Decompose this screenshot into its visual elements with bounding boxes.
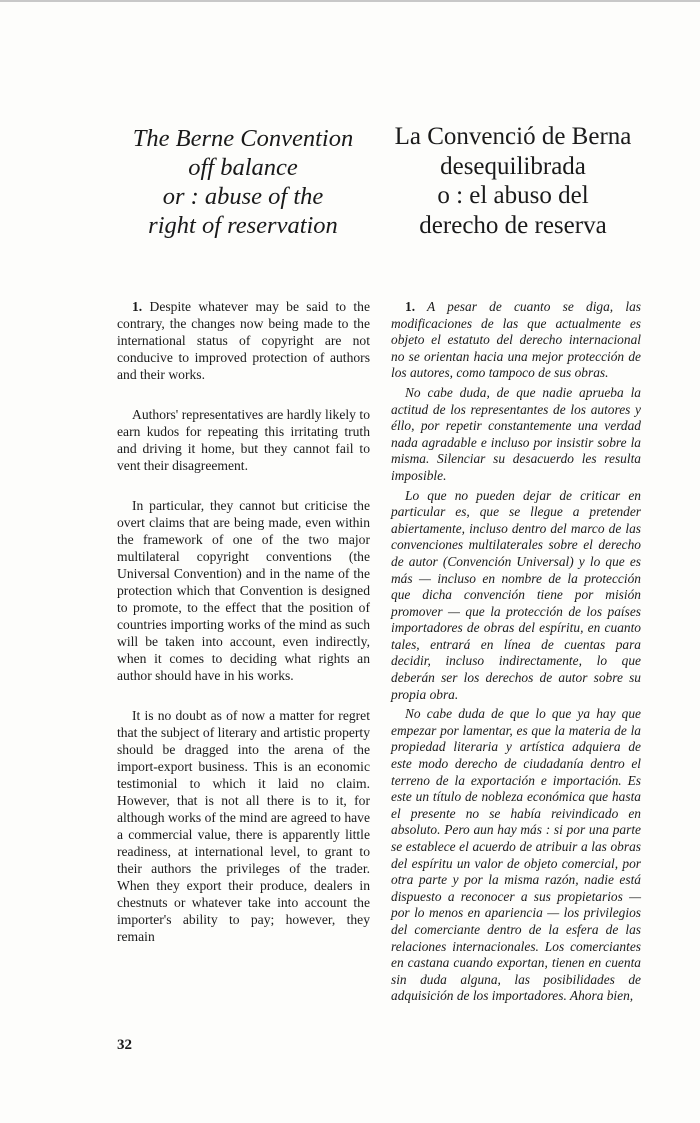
paragraph-text: In particular, they cannot but criticise the overt claims that are being made, even within the framework of one of the two major multilateral copyright conventions (the Universal Convention) and in the name of the protection which that Convention is designed to promote, to the effect that the position of countries importing works of the mind as such will be taken into account, even indirectly, when it comes to deciding what rights an author should have in his works.	[117, 498, 370, 683]
es-paragraph	[391, 488, 641, 704]
paragraph-text: Despite whatever may be said to the contrary, the changes now being made to the international status of copyright are not conducive to improved protection of authors and their works.	[117, 299, 370, 382]
title-es-line: La Convenció de Berna	[394, 123, 632, 150]
title-es-line: desequilibrada	[440, 152, 586, 180]
english-column	[117, 298, 370, 968]
title-en-line: or : abuse of the	[162, 183, 324, 210]
title-es-line: derecho de reserva	[419, 211, 607, 239]
spanish-column	[391, 299, 641, 1008]
title-english	[112, 124, 374, 240]
title-es-line: o : el abuso del	[437, 182, 589, 209]
en-paragraph	[117, 406, 370, 474]
es-paragraph	[391, 706, 641, 1005]
title-spanish	[384, 122, 642, 240]
paragraph-text: Lo que no pueden dejar de criticar en particular es, que se llegue a pretender abiertamente, incluso dentro del marco de las convenciones multilaterales sobre el derecho de autor (Convención Universal) y lo que es más — incluso en nombre de la protección que dicha convención tiene por misión promover — que la protección de los países importadores de obras del espíritu, en cuanto tales, entrará en línea de cuentas para decidir, incluso indirectamente, lo que deberán ser los derechos de autor sobre su propia obra.	[391, 487, 641, 702]
en-paragraph	[117, 298, 370, 383]
paragraph-text: It is no doubt as of now a matter for regret that the subject of literary and artistic property should be dragged into the arena of the import-export business. This is an economic testimonial to which it laid no claim. However, that is not all there is to it, for although works of the mind are agreed to have a commercial value, there is apparently little readiness, at international level, to grant to their authors the privileges of the trader. When they export their produce, dealers in chestnuts or whatever take into account the importer's ability to pay; however, they remain	[117, 708, 370, 944]
es-paragraph	[391, 299, 641, 382]
paragraph-text: Authors' representatives are hardly likely to earn kudos for repeating this irritating truth and driving it home, but they cannot fail to vent their disagreement.	[117, 407, 370, 473]
title-en-line: The Berne Convention	[132, 125, 354, 152]
en-paragraph	[117, 497, 370, 684]
paragraph-number: 1.	[405, 299, 416, 314]
paragraph-text: No cabe duda, de que nadie aprueba la actitud de los representantes de los autores y éllo, por repetir constantemente una verdad nada agradable e incluso por insistir sobre la misma. Silenciar su desacuerdo les resulta imposible.	[391, 384, 641, 483]
en-paragraph	[117, 707, 370, 945]
title-en-line: off balance	[188, 154, 298, 181]
top-rule	[0, 0, 700, 2]
es-paragraph	[391, 385, 641, 485]
paragraph-text: A pesar de cuanto se diga, las modificaciones de las que actualmente es objeto el estatuto del derecho internacional no se orientan hacia una mejor protección de los autores, como tampoco de sus obras.	[391, 299, 641, 381]
paragraph-number: 1.	[132, 299, 143, 314]
page-number: 32	[117, 1037, 132, 1053]
title-en-line: right of reservation	[148, 212, 338, 239]
paragraph-text: No cabe duda de que lo que ya hay que empezar por lamentar, es que la materia de la propiedad literaria y artística adquiera de este modo derecho de ciudadanía dentro el terreno de la exportación e importación. Es este un título de nobleza económica que hasta el presente no se había reivindicado en absoluto. Pero aun hay más : si por una parte se establece el acuerdo de atribuir a las obras del espíritu un valor de objeto comercial, por otra parte y por la misma razón, nadie está dispuesto a reconocer a sus propietarios — por lo menos en apariencia — los privilegios del comerciante dentro de la esfera de las relaciones internacionales. Los comerciantes en castana cuando exportan, tienen en cuenta sin duda alguna, las posibilidades de adquisición de los importadores. Ahora bien,	[391, 706, 641, 1004]
